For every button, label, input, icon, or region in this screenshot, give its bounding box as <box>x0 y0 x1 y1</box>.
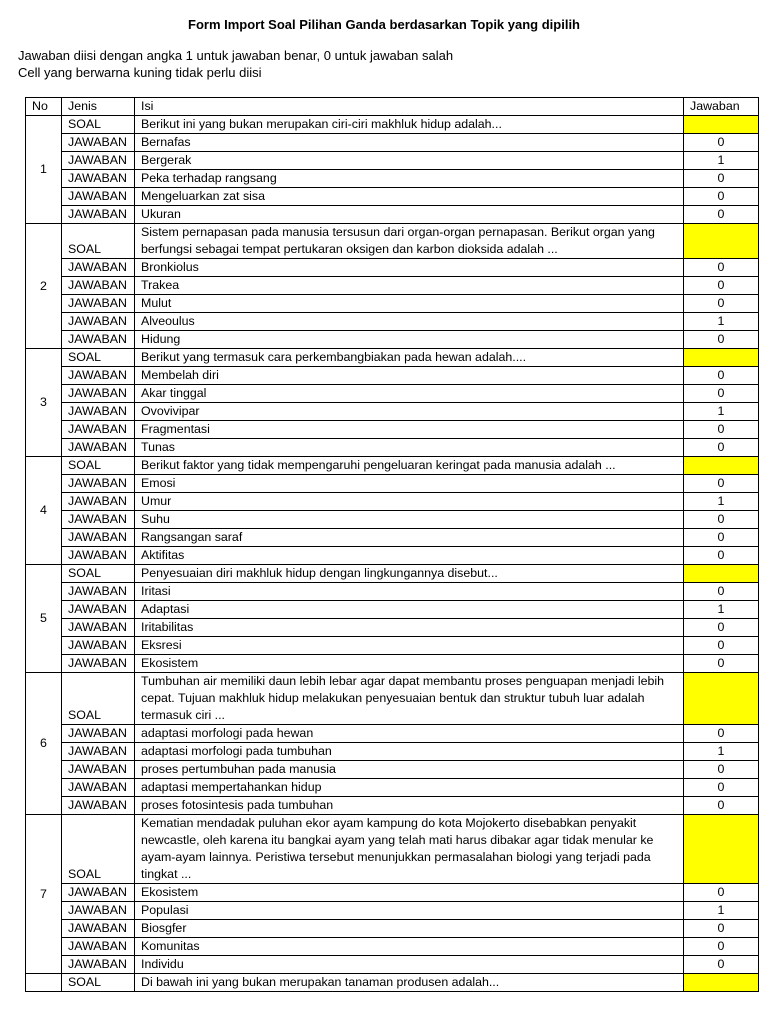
answer-row <box>26 475 759 493</box>
answer-value[interactable]: 0 <box>684 206 759 224</box>
answer-option-text: Individu <box>135 956 684 974</box>
answer-option-text: Populasi <box>135 902 684 920</box>
answer-option-text: Mengeluarkan zat sisa <box>135 188 684 206</box>
answer-row <box>26 583 759 601</box>
row-type-jawaban: JAWABAN <box>62 779 135 797</box>
answer-value[interactable]: 0 <box>684 761 759 779</box>
row-type-jawaban: JAWABAN <box>62 511 135 529</box>
answer-row <box>26 331 759 349</box>
row-type-soal: SOAL <box>62 673 135 725</box>
answer-value[interactable]: 0 <box>684 938 759 956</box>
answer-value[interactable]: 1 <box>684 403 759 421</box>
answer-option-text: Biosgfer <box>135 920 684 938</box>
row-type-jawaban: JAWABAN <box>62 170 135 188</box>
answer-value[interactable]: 0 <box>684 511 759 529</box>
row-type-jawaban: JAWABAN <box>62 902 135 920</box>
row-type-jawaban: JAWABAN <box>62 385 135 403</box>
row-type-jawaban: JAWABAN <box>62 655 135 673</box>
answer-row <box>26 902 759 920</box>
answer-row <box>26 920 759 938</box>
answer-option-text: Ukuran <box>135 206 684 224</box>
answer-option-text: Alveoulus <box>135 313 684 331</box>
answer-value[interactable]: 0 <box>684 529 759 547</box>
answer-row <box>26 779 759 797</box>
row-type-jawaban: JAWABAN <box>62 725 135 743</box>
answer-row <box>26 170 759 188</box>
answer-value[interactable]: 0 <box>684 277 759 295</box>
answer-value[interactable]: 0 <box>684 547 759 565</box>
row-type-jawaban: JAWABAN <box>62 601 135 619</box>
answer-row <box>26 637 759 655</box>
answer-row <box>26 421 759 439</box>
answer-cell-highlighted <box>684 457 759 475</box>
row-type-jawaban: JAWABAN <box>62 743 135 761</box>
answer-option-text: Adaptasi <box>135 601 684 619</box>
answer-value[interactable]: 1 <box>684 601 759 619</box>
answer-value[interactable]: 0 <box>684 367 759 385</box>
row-type-soal: SOAL <box>62 457 135 475</box>
answer-option-text: Trakea <box>135 277 684 295</box>
answer-value[interactable]: 0 <box>684 439 759 457</box>
answer-row <box>26 938 759 956</box>
answer-row <box>26 277 759 295</box>
answer-option-text: Eksresi <box>135 637 684 655</box>
answer-option-text: Tunas <box>135 439 684 457</box>
answer-option-text: Ekosistem <box>135 655 684 673</box>
answer-value[interactable]: 0 <box>684 884 759 902</box>
answer-value[interactable]: 0 <box>684 920 759 938</box>
row-type-soal: SOAL <box>62 349 135 367</box>
row-type-soal: SOAL <box>62 815 135 884</box>
question-table <box>25 97 759 992</box>
answer-option-text: adaptasi morfologi pada hewan <box>135 725 684 743</box>
instruction-note: Cell yang berwarna kuning tidak perlu diisi <box>18 65 262 80</box>
answer-option-text: adaptasi morfologi pada tumbuhan <box>135 743 684 761</box>
column-header-jawaban: Jawaban <box>684 98 759 116</box>
answer-option-text: Rangsangan saraf <box>135 529 684 547</box>
row-type-jawaban: JAWABAN <box>62 938 135 956</box>
answer-option-text: Suhu <box>135 511 684 529</box>
answer-option-text: Iritasi <box>135 583 684 601</box>
answer-value[interactable]: 1 <box>684 313 759 331</box>
answer-value[interactable]: 0 <box>684 655 759 673</box>
answer-row <box>26 956 759 974</box>
answer-option-text: Akar tinggal <box>135 385 684 403</box>
row-type-jawaban: JAWABAN <box>62 956 135 974</box>
question-row <box>26 673 759 725</box>
question-number: 6 <box>26 673 62 815</box>
answer-value[interactable]: 0 <box>684 421 759 439</box>
question-number: 4 <box>26 457 62 565</box>
answer-value[interactable]: 1 <box>684 493 759 511</box>
answer-option-text: Peka terhadap rangsang <box>135 170 684 188</box>
answer-row <box>26 511 759 529</box>
answer-option-text: proses fotosintesis pada tumbuhan <box>135 797 684 815</box>
answer-option-text: Emosi <box>135 475 684 493</box>
question-text: Penyesuaian diri makhluk hidup dengan lingkungannya disebut... <box>135 565 684 583</box>
question-row <box>26 565 759 583</box>
answer-row <box>26 313 759 331</box>
row-type-jawaban: JAWABAN <box>62 403 135 421</box>
row-type-jawaban: JAWABAN <box>62 475 135 493</box>
answer-value[interactable]: 0 <box>684 956 759 974</box>
row-type-jawaban: JAWABAN <box>62 439 135 457</box>
answer-row <box>26 884 759 902</box>
answer-option-text: Bronkiolus <box>135 259 684 277</box>
answer-row <box>26 188 759 206</box>
answer-option-text: proses pertumbuhan pada manusia <box>135 761 684 779</box>
row-type-jawaban: JAWABAN <box>62 277 135 295</box>
answer-row <box>26 797 759 815</box>
answer-row <box>26 655 759 673</box>
answer-cell-highlighted <box>684 974 759 992</box>
answer-row <box>26 619 759 637</box>
question-number: 3 <box>26 349 62 457</box>
table-header-row <box>26 98 759 116</box>
instruction-note: Jawaban diisi dengan angka 1 untuk jawaban benar, 0 untuk jawaban salah <box>18 48 454 63</box>
question-row <box>26 116 759 134</box>
question-row <box>26 349 759 367</box>
row-type-jawaban: JAWABAN <box>62 637 135 655</box>
row-type-jawaban: JAWABAN <box>62 313 135 331</box>
answer-row <box>26 295 759 313</box>
answer-value[interactable]: 1 <box>684 152 759 170</box>
question-number <box>26 974 62 992</box>
row-type-jawaban: JAWABAN <box>62 619 135 637</box>
row-type-jawaban: JAWABAN <box>62 884 135 902</box>
column-header-isi: Isi <box>135 98 684 116</box>
table-body <box>26 116 759 992</box>
answer-cell-highlighted <box>684 349 759 367</box>
answer-cell-highlighted <box>684 116 759 134</box>
answer-value[interactable]: 0 <box>684 725 759 743</box>
row-type-jawaban: JAWABAN <box>62 295 135 313</box>
answer-option-text: Ekosistem <box>135 884 684 902</box>
row-type-jawaban: JAWABAN <box>62 797 135 815</box>
answer-cell-highlighted <box>684 673 759 725</box>
question-number: 5 <box>26 565 62 673</box>
column-header-no: No <box>26 98 62 116</box>
row-type-jawaban: JAWABAN <box>62 920 135 938</box>
answer-row <box>26 367 759 385</box>
answer-cell-highlighted <box>684 565 759 583</box>
row-type-soal: SOAL <box>62 116 135 134</box>
answer-cell-highlighted <box>684 815 759 884</box>
row-type-soal: SOAL <box>62 974 135 992</box>
question-text: Berikut ini yang bukan merupakan ciri-ciri makhluk hidup adalah... <box>135 116 684 134</box>
answer-row <box>26 529 759 547</box>
answer-option-text: Aktifitas <box>135 547 684 565</box>
answer-value[interactable]: 0 <box>684 170 759 188</box>
answer-option-text: Fragmentasi <box>135 421 684 439</box>
answer-row <box>26 134 759 152</box>
page-title: Form Import Soal Pilihan Ganda berdasarkan Topik yang dipilih <box>188 17 580 32</box>
answer-value[interactable]: 1 <box>684 902 759 920</box>
row-type-jawaban: JAWABAN <box>62 134 135 152</box>
answer-value[interactable]: 0 <box>684 475 759 493</box>
row-type-jawaban: JAWABAN <box>62 583 135 601</box>
answer-option-text: Umur <box>135 493 684 511</box>
question-row <box>26 224 759 259</box>
answer-row <box>26 725 759 743</box>
question-row <box>26 457 759 475</box>
answer-row <box>26 601 759 619</box>
question-text: Di bawah ini yang bukan merupakan tanaman produsen adalah... <box>135 974 684 992</box>
question-text: Tumbuhan air memiliki daun lebih lebar agar dapat membantu proses penguapan menjadi lebih cepat. Tujuan makhluk hidup melakukan penyesuaian bentuk dan struktur tubuh luar adalah termasuk ciri ... <box>135 673 684 725</box>
answer-option-text: Bergerak <box>135 152 684 170</box>
answer-cell-highlighted <box>684 224 759 259</box>
answer-option-text: Mulut <box>135 295 684 313</box>
answer-option-text: Bernafas <box>135 134 684 152</box>
column-header-jenis: Jenis <box>62 98 135 116</box>
answer-value[interactable]: 0 <box>684 188 759 206</box>
answer-option-text: Ovovivipar <box>135 403 684 421</box>
question-text: Kematian mendadak puluhan ekor ayam kampung do kota Mojokerto disebabkan penyakit newcastle, oleh karena itu bangkai ayam yang telah mati harus dibakar agar tidak menular ke ayam-ayam lainnya. Peristiwa tersebut menunjukkan permasalahan biologi yang terjadi pada tingkat ... <box>135 815 684 884</box>
answer-value[interactable]: 0 <box>684 583 759 601</box>
answer-row <box>26 152 759 170</box>
question-number: 2 <box>26 224 62 349</box>
question-row <box>26 974 759 992</box>
question-text: Berikut faktor yang tidak mempengaruhi pengeluaran keringat pada manusia adalah ... <box>135 457 684 475</box>
answer-option-text: Komunitas <box>135 938 684 956</box>
answer-row <box>26 403 759 421</box>
question-text: Berikut yang termasuk cara perkembangbiakan pada hewan adalah.... <box>135 349 684 367</box>
answer-row <box>26 547 759 565</box>
answer-value[interactable]: 0 <box>684 295 759 313</box>
row-type-soal: SOAL <box>62 565 135 583</box>
answer-row <box>26 761 759 779</box>
answer-value[interactable]: 0 <box>684 779 759 797</box>
row-type-jawaban: JAWABAN <box>62 206 135 224</box>
answer-row <box>26 493 759 511</box>
question-number: 1 <box>26 116 62 224</box>
answer-row <box>26 259 759 277</box>
answer-row <box>26 385 759 403</box>
answer-value[interactable]: 1 <box>684 743 759 761</box>
row-type-soal: SOAL <box>62 224 135 259</box>
row-type-jawaban: JAWABAN <box>62 259 135 277</box>
row-type-jawaban: JAWABAN <box>62 547 135 565</box>
answer-value[interactable]: 0 <box>684 134 759 152</box>
row-type-jawaban: JAWABAN <box>62 367 135 385</box>
answer-option-text: Iritabilitas <box>135 619 684 637</box>
row-type-jawaban: JAWABAN <box>62 529 135 547</box>
answer-row <box>26 439 759 457</box>
answer-option-text: Membelah diri <box>135 367 684 385</box>
question-number: 7 <box>26 815 62 974</box>
row-type-jawaban: JAWABAN <box>62 493 135 511</box>
answer-value[interactable]: 0 <box>684 331 759 349</box>
answer-value[interactable]: 0 <box>684 259 759 277</box>
answer-option-text: adaptasi mempertahankan hidup <box>135 779 684 797</box>
answer-value[interactable]: 0 <box>684 385 759 403</box>
question-row <box>26 815 759 884</box>
row-type-jawaban: JAWABAN <box>62 152 135 170</box>
answer-value[interactable]: 0 <box>684 619 759 637</box>
row-type-jawaban: JAWABAN <box>62 421 135 439</box>
answer-row <box>26 743 759 761</box>
question-text: Sistem pernapasan pada manusia tersusun dari organ-organ pernapasan. Berikut organ yang berfungsi sebagai tempat pertukaran oksigen dan karbon dioksida adalah ... <box>135 224 684 259</box>
answer-value[interactable]: 0 <box>684 637 759 655</box>
row-type-jawaban: JAWABAN <box>62 761 135 779</box>
answer-row <box>26 206 759 224</box>
row-type-jawaban: JAWABAN <box>62 331 135 349</box>
answer-value[interactable]: 0 <box>684 797 759 815</box>
row-type-jawaban: JAWABAN <box>62 188 135 206</box>
answer-option-text: Hidung <box>135 331 684 349</box>
